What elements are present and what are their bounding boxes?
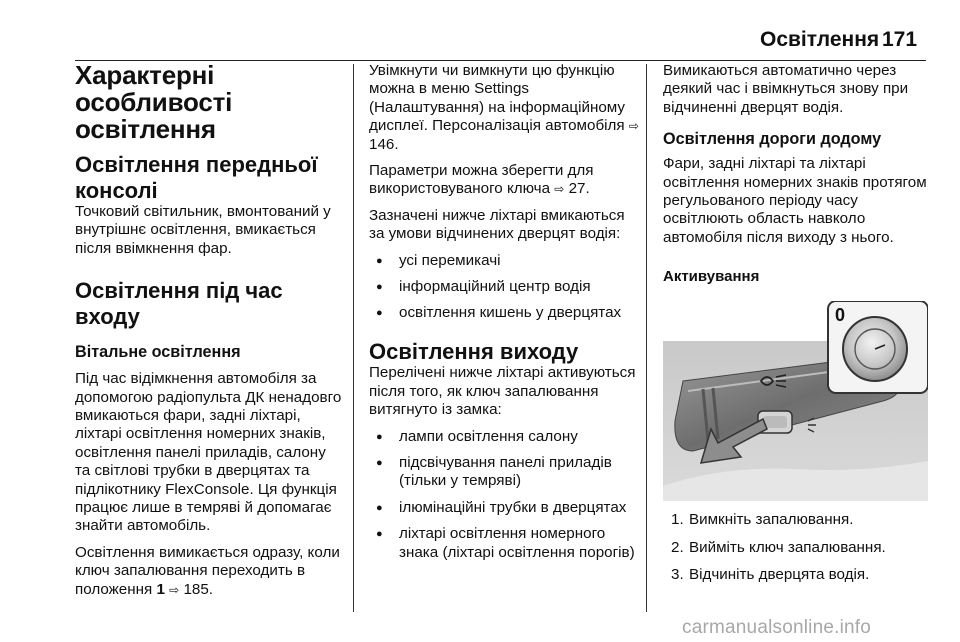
list-item: ● усі перемикачі: [369, 252, 639, 270]
settings-text: Увімкнути чи вимкнути цю функцію можна в меню Settings (Налаштування) на інформаційному дисплеї. Персоналізація автомобіля ⇨ 146.: [369, 62, 639, 153]
heading-road-lighting: Освітлення дороги додому: [663, 130, 882, 149]
watermark: carmanualsonline.info: [682, 617, 872, 638]
column-2: [369, 62, 639, 562]
list-item: 3. Відчиніть дверцята водія.: [671, 566, 870, 584]
key-settings-text: Параметри можна зберегти для використовуваного ключа ⇨ 27.: [369, 162, 594, 198]
list-item: 2. Вийміть ключ запалювання.: [671, 538, 886, 556]
list-item: ● ілюмінаційні трубки в дверцятах: [369, 499, 639, 517]
page-header: [0, 20, 960, 60]
page-ref-icon: ⇨: [628, 119, 639, 134]
column-3: [663, 62, 928, 584]
page-ref-link[interactable]: 27.: [568, 180, 590, 198]
console-text: Точковий світильник, вмонтований у внутрішнє освітлення, вмикається після ввімкнення фар.: [75, 203, 331, 257]
page-ref-link[interactable]: 146.: [369, 135, 399, 153]
page-ref-link[interactable]: 185.: [183, 580, 214, 598]
welcome-text: Під час відімкнення автомобіля за допомогою радіопульта ДК ненадовго вмикаються фари, задні ліхтарі, ліхтарі освітлення номерних знаків, освітлення панелі приладів, салону та світлові трубки в дверцятах та підлікотнику FlexConsole. Ця функція працює лише в темряві й допомагає знайти автомобіль.: [75, 370, 342, 535]
exit-lights-list: [369, 428, 639, 562]
list-item: ● ліхтарі освітлення номерного знака (ліхтарі освітлення порогів): [369, 525, 639, 562]
main-heading: Характерні особливості освітлення: [75, 60, 233, 144]
column-divider: [646, 64, 647, 612]
list-item: ● інформаційний центр водія: [369, 278, 639, 296]
switch-position-label: 0: [835, 305, 846, 326]
list-item: ● лампи освітлення салону: [369, 428, 639, 446]
heading-entry-lighting: Освітлення під час входу: [75, 278, 283, 329]
road-lighting-text: Фари, задні ліхтарі та ліхтарі освітлення номерних знаків протягом регульованого періоду часу освітлюють область навколо автомобіля після виходу з нього.: [663, 155, 927, 246]
page-ref-icon: ⇨: [169, 582, 180, 597]
section-title: Освітлення: [760, 28, 880, 51]
light-switch-drawing: [663, 301, 928, 501]
heading-activation: Активування: [663, 268, 760, 286]
list-item: ● підсвічування панелі приладів (тільки у темряві): [369, 454, 639, 491]
light-switch-illustration: [663, 301, 928, 501]
welcome-off-text: Освітлення вимикається одразу, коли ключ запалювання переходить в положення 1 ⇨ 185.: [75, 543, 340, 598]
column-divider: [353, 64, 354, 612]
page-number: 171: [882, 28, 918, 51]
list-item: 1. Вимкніть запалювання.: [671, 511, 854, 529]
door-lights-list: [369, 252, 639, 323]
page-ref-icon: ⇨: [554, 182, 565, 197]
exit-text: Перелічені нижче ліхтарі активуються після того, як ключ запалювання витягнуто із замка:: [369, 364, 636, 419]
heading-exit-lighting: Освітлення виходу: [369, 338, 579, 364]
column-1: [75, 62, 343, 599]
heading-console-lighting: Освітлення передньої консолі: [75, 152, 318, 203]
auto-off-text: Вимикаються автоматично через деякий час і ввімкнуться знову при відчиненні дверцят водія.: [663, 62, 909, 116]
door-lights-text: Зазначені нижче ліхтарі вмикаються за умови відчинених дверцят водія:: [369, 206, 625, 243]
heading-welcome-lighting: Вітальне освітлення: [75, 343, 241, 362]
list-item: ● освітлення кишень у дверцятах: [369, 304, 639, 322]
activation-steps: [663, 511, 928, 584]
